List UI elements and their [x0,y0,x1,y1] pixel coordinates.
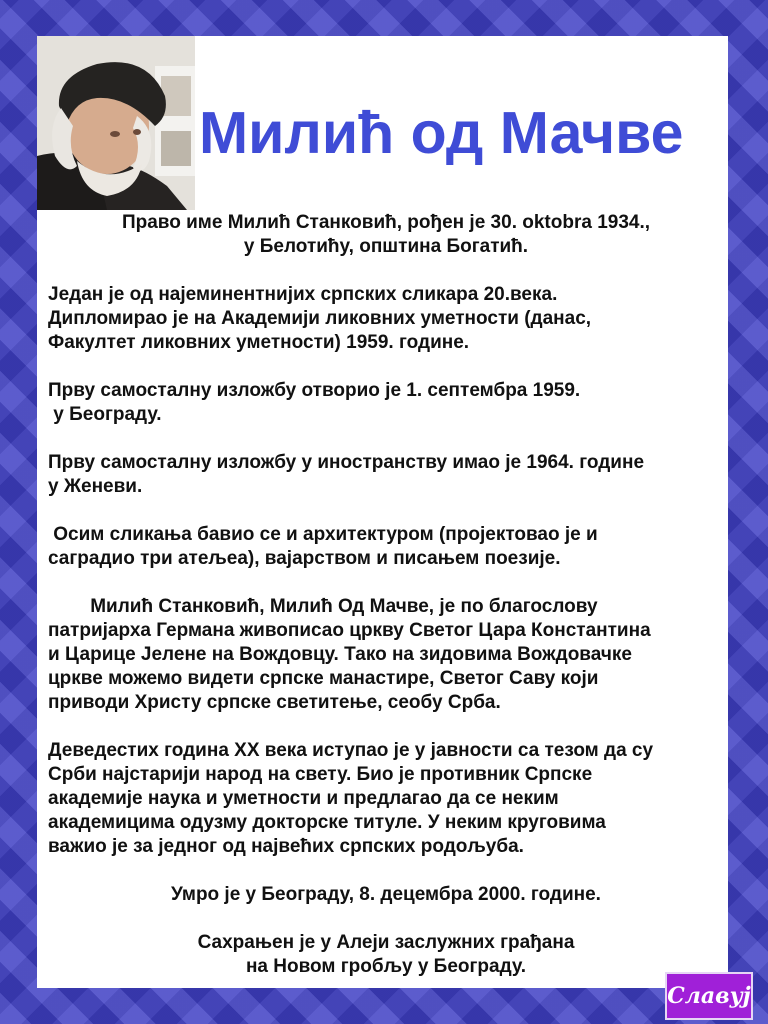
paragraph-gap [48,715,724,739]
paragraph-line: Умро је у Београду, 8. децембра 2000. године. [171,884,601,905]
content-card [37,36,728,988]
paragraph-line: Сахрањен је у Алеји заслужних грађана [197,932,575,953]
author-signature: Славуј [665,972,753,1020]
paragraph-line: важио је за једног од највећих српских родољуба. [48,836,524,857]
paragraph-line: Прву самосталну изложбу у иностранству имао је 1964. године [48,452,645,473]
paragraph-line: Деведестих година XX века иступао је у јавности са тезом да су [48,740,654,761]
paragraph-line: Један је од најеминентнијих српских сликара 20.века. [48,284,558,305]
paragraph-gap [48,907,724,931]
paragraph-line: цркве можемо видети српске манастире, Светог Саву који [48,668,599,689]
portrait-photo [37,36,195,210]
paragraph-line: академије наука и уметности и предлагао да се неким [48,788,559,809]
paragraph-line: Факултет ликовних уметности) 1959. године. [48,332,470,353]
paragraph-line: академицима одузму докторске титуле. У неким круговима [48,812,606,833]
page-title: Милић од Мачве [199,100,684,166]
paragraph-gap [48,355,724,379]
paragraph-line: на Новом гробљу у Београду. [245,956,527,977]
paragraph-line: и Царице Јелене на Вождовцу. Тако на зидовима Вождовачке [48,644,632,665]
paragraph-line: приводи Христу српске светитење, сеобу Срба. [48,692,501,713]
paragraph-line: Милић Станковић, Милић Од Мачве, је по благослову [48,596,598,617]
paragraph-gap [48,259,724,283]
paragraph-line: у Женеви. [48,476,143,497]
biography-text [48,211,724,979]
paragraph-line: патријарха Германа живописао цркву Светог Цара Константина [48,620,651,641]
paragraph-gap [48,499,724,523]
portrait-image [37,36,195,210]
paragraph-line: Срби најстарији народ на свету. Био је противник Српске [48,764,593,785]
paragraph-gap [48,427,724,451]
paragraph-line: саградио три атељеа), вајарством и писањем поезије. [48,548,561,569]
paragraph-line: Осим сликања бавио се и архитектуром (пројектовао је и [48,524,598,545]
paragraph-line: Прву самосталну изложбу отворио је 1. септембра 1959. [48,380,581,401]
paragraph-line: Дипломирао је на Академији ликовних уметности (данас, [48,308,592,329]
paragraph-line: у Белотићу, општина Богатић. [243,236,529,257]
paragraph-line: у Београду. [48,404,162,425]
paragraph-line: Право име Милић Станковић, рођен је 30. oktobra 1934., [121,212,651,233]
paragraph-gap [48,859,724,883]
paragraph-gap [48,571,724,595]
